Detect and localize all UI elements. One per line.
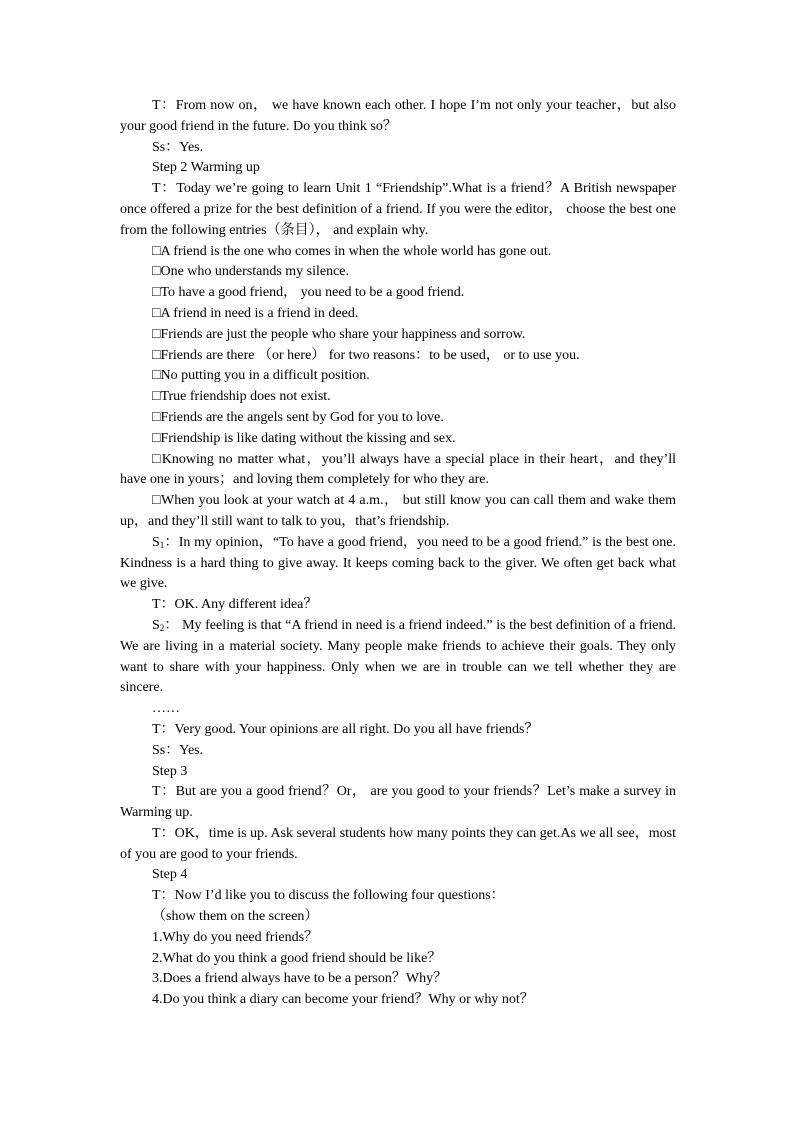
paragraph-students-yes-2: Ss：Yes.: [152, 742, 204, 758]
paragraph-student-2: [120, 616, 676, 699]
entry-item: □When you look at your watch at 4 a.m.， but still know you can call them and wake them up，and they’ll still want to talk to you，that’s friendship.: [120, 493, 676, 529]
paragraph-teacher-friendship: T：Today we’re going to learn Unit 1 “Friendship”.What is a friend？A British newspaper once offered a prize for the best definition of a friend. If you were the editor， choose the best one from the following entries（条目）， and explain why.: [120, 181, 676, 238]
entry-item: □Friends are just the people who share your happiness and sorrow.: [152, 326, 526, 342]
paragraph-teacher-ok: T：OK. Any different idea？: [152, 597, 318, 613]
question-item: 3.Does a friend always have to be a person？Why？: [152, 971, 448, 987]
paragraph-students-yes: Ss：Yes.: [152, 139, 204, 155]
entry-item: □Friendship is like dating without the kissing and sex.: [152, 430, 456, 446]
entry-item: □Knowing no matter what，you’ll always have a special place in their heart，and they’ll have one in yours；and loving them completely for who they are.: [120, 451, 676, 488]
student-2-text: ： My feeling is that “A friend in need is a friend indeed.” is the best definition of a friend. We are living in a material society. Many people make friends to achieve their goals. They only want to share with your happiness. Only when we are in trouble can we tell whether they are sincere.: [120, 617, 676, 696]
step-4-heading: Step 4: [152, 867, 188, 883]
paragraph-teacher-very-good: T：Very good. Your opinions are all right. Do you all have friends？: [152, 721, 539, 737]
paragraph-teacher-intro: T：From now on， we have known each other. I hope I’m not only your teacher，but also your good friend in the future. Do you think so？: [120, 98, 676, 134]
speaker-label: S: [152, 534, 160, 550]
entry-item: □One who understands my silence.: [152, 264, 350, 280]
speaker-label: S: [152, 617, 160, 633]
entry-item: □True friendship does not exist.: [152, 389, 331, 405]
speaker-subscript: 1: [159, 539, 165, 550]
entry-item: □Friends are the angels sent by God for you to love.: [152, 409, 444, 425]
entry-item: □A friend is the one who comes in when the whole world has gone out.: [152, 243, 552, 259]
step-3-heading: Step 3: [152, 763, 188, 779]
entry-item: □A friend in need is a friend in deed.: [152, 305, 359, 321]
speaker-subscript: 2: [159, 622, 165, 633]
ellipsis: ……: [152, 701, 180, 717]
entry-item: □No putting you in a difficult position.: [152, 368, 370, 384]
paragraph-student-1: [120, 533, 676, 595]
paragraph-teacher-survey: T：But are you a good friend？Or， are you good to your friends？Let’s make a survey in Warming up.: [120, 784, 676, 821]
document-page: [120, 96, 676, 1011]
step-2-heading: Step 2 Warming up: [152, 160, 260, 176]
paragraph-teacher-discuss: T：Now I’d like you to discuss the following four questions：: [152, 888, 505, 904]
paragraph-show-screen: （show them on the screen）: [152, 909, 319, 925]
paragraph-teacher-time-up: T：OK，time is up. Ask several students how many points they can get.As we all see，most of you are good to your friends.: [120, 825, 676, 862]
question-item: 4.Do you think a diary can become your friend？Why or why not？: [152, 992, 534, 1008]
question-item: 2.What do you think a good friend should be like？: [152, 950, 442, 966]
question-item: 1.Why do you need friends？: [152, 929, 319, 945]
entry-item: □Friends are there （or here） for two reasons：to be used， or to use you.: [152, 347, 580, 363]
entry-item: □To have a good friend， you need to be a good friend.: [152, 285, 465, 301]
student-1-text: ：In my opinion，“To have a good friend，you need to be a good friend.” is the best one. Kindness is a hard thing to give away. It keeps coming back to the giver. We often get back what we give.: [120, 534, 676, 592]
